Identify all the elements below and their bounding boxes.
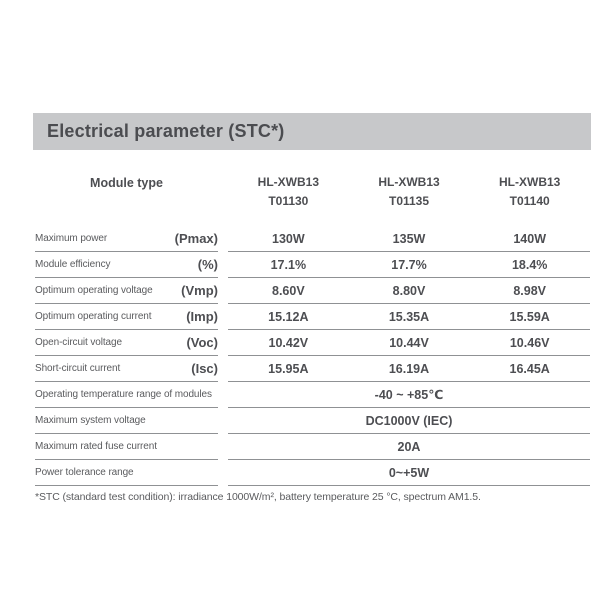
row-values xyxy=(228,434,590,460)
row-values xyxy=(228,408,590,434)
column-gap xyxy=(218,252,228,278)
row-value: 10.46V xyxy=(509,335,550,350)
spec-table xyxy=(35,173,590,486)
row-values xyxy=(228,226,590,252)
row-value: 140W xyxy=(513,231,546,246)
table-row xyxy=(35,278,590,304)
row-value: 15.59A xyxy=(509,309,550,324)
row-label-cell xyxy=(35,278,218,304)
row-values xyxy=(228,356,590,382)
row-symbol: (Imp) xyxy=(186,309,218,324)
row-value-span: 0~+5W xyxy=(388,465,430,480)
row-label: Maximum system voltage xyxy=(35,415,146,426)
row-label: Short-circuit current xyxy=(35,363,121,374)
row-symbol: (Vmp) xyxy=(181,283,218,298)
row-values xyxy=(228,460,590,486)
column-gap xyxy=(218,173,228,213)
column-gap xyxy=(218,460,228,486)
column-gap xyxy=(218,408,228,434)
row-label: Maximum power xyxy=(35,233,108,244)
row-values xyxy=(228,252,590,278)
model-code: T01140 xyxy=(509,194,550,208)
row-value: 18.4% xyxy=(511,257,548,272)
table-row xyxy=(35,382,590,408)
row-symbol: (Isc) xyxy=(191,361,218,376)
table-row xyxy=(35,408,590,434)
row-label-cell xyxy=(35,226,218,252)
table-row xyxy=(35,330,590,356)
row-value-span: DC1000V (IEC) xyxy=(365,413,453,428)
row-value: 130W xyxy=(272,231,305,246)
table-row xyxy=(35,304,590,330)
row-value-span: -40 ~ +85℃ xyxy=(374,388,444,402)
model-name: HL-XWB13 xyxy=(378,175,440,189)
row-value: 16.45A xyxy=(509,361,550,376)
column-gap xyxy=(218,278,228,304)
row-value: 8.60V xyxy=(272,283,305,298)
row-symbol: (Pmax) xyxy=(174,231,218,246)
row-value: 10.42V xyxy=(268,335,309,350)
column-gap xyxy=(218,382,228,408)
model-code: T01135 xyxy=(388,194,430,208)
table-header-row xyxy=(35,173,590,213)
column-gap xyxy=(218,330,228,356)
column-gap xyxy=(218,356,228,382)
row-label: Operating temperature range of modules xyxy=(35,389,212,400)
row-symbol: (%) xyxy=(197,257,218,272)
module-type-label: Module type xyxy=(90,176,163,190)
column-header xyxy=(228,173,349,213)
model-name: HL-XWB13 xyxy=(499,175,561,189)
row-values xyxy=(228,278,590,304)
row-label: Module efficiency xyxy=(35,259,111,270)
row-value: 8.98V xyxy=(513,283,547,298)
section-title: Electrical parameter (STC*) xyxy=(47,121,285,141)
row-label: Maximum rated fuse current xyxy=(35,441,157,452)
row-label: Open-circuit voltage xyxy=(35,337,122,348)
table-row xyxy=(35,356,590,382)
row-value: 10.44V xyxy=(389,335,429,350)
table-row xyxy=(35,252,590,278)
model-code: T01130 xyxy=(268,194,309,208)
row-label-cell xyxy=(35,434,218,460)
module-type-header xyxy=(35,173,218,213)
row-values xyxy=(228,304,590,330)
table-row xyxy=(35,460,590,486)
row-values xyxy=(228,330,590,356)
row-label-cell xyxy=(35,252,218,278)
row-value: 17.1% xyxy=(270,257,307,272)
column-gap xyxy=(218,226,228,252)
row-label: Optimum operating current xyxy=(35,311,152,322)
row-values xyxy=(228,382,590,408)
row-value: 15.12A xyxy=(268,309,309,324)
table-row xyxy=(35,226,590,252)
column-header xyxy=(469,173,590,213)
column-header xyxy=(349,173,470,213)
column-gap xyxy=(218,434,228,460)
row-value: 135W xyxy=(392,231,426,246)
table-row xyxy=(35,434,590,460)
row-label-cell xyxy=(35,382,218,408)
model-name: HL-XWB13 xyxy=(257,175,319,189)
column-gap xyxy=(218,304,228,330)
model-columns xyxy=(228,173,590,213)
row-value: 8.80V xyxy=(392,283,426,298)
row-symbol: (Voc) xyxy=(186,335,218,350)
footnote: *STC (standard test condition): irradiance 1000W/m², battery temperature 25 °C, spectrum AM1.5. xyxy=(35,491,481,503)
row-label-cell xyxy=(35,356,218,382)
row-label-cell xyxy=(35,304,218,330)
row-label: Power tolerance range xyxy=(35,467,134,478)
row-label-cell xyxy=(35,330,218,356)
row-label-cell xyxy=(35,460,218,486)
row-value: 17.7% xyxy=(391,257,427,272)
row-value: 16.19A xyxy=(388,361,430,376)
section-header-bar xyxy=(33,113,591,150)
row-value: 15.35A xyxy=(388,309,430,324)
row-label-cell xyxy=(35,408,218,434)
row-value-span: 20A xyxy=(397,439,421,454)
row-value: 15.95A xyxy=(268,361,309,376)
row-label: Optimum operating voltage xyxy=(35,285,153,296)
